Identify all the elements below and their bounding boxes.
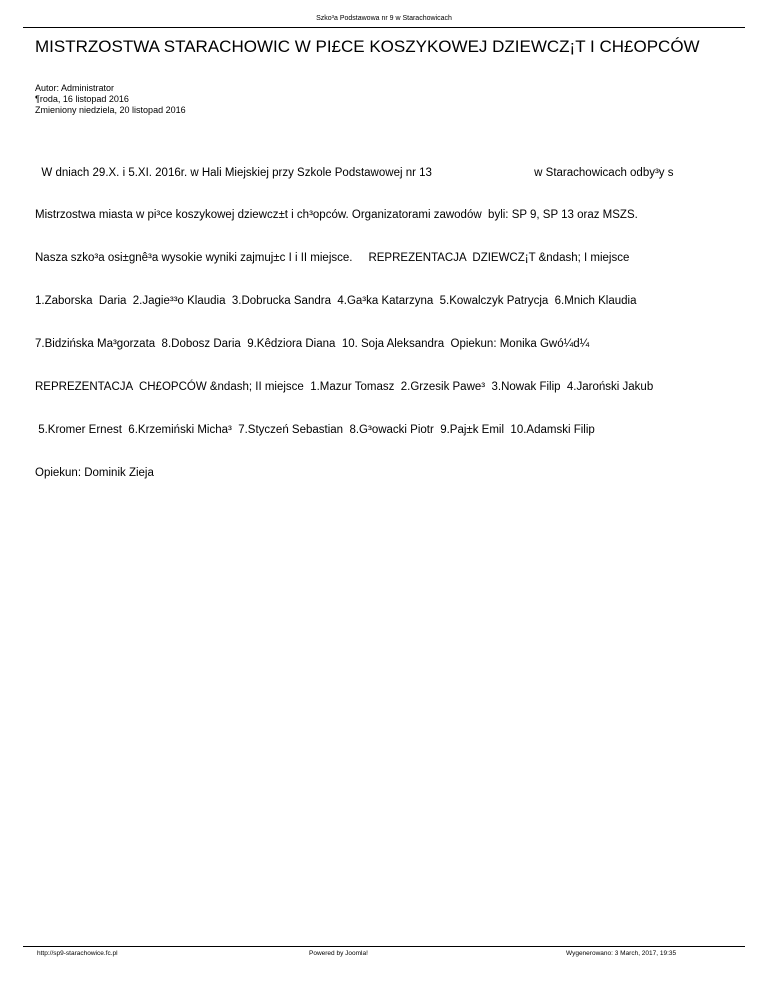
article-line: W dniach 29.X. i 5.XI. 2016r. w Hali Miejskiej przy Szkole Podstawowej nr 13 w Starachowicach odby³y s (35, 166, 674, 179)
footer-divider (23, 946, 745, 947)
article-line: 5.Kromer Ernest 6.Krzemiński Micha³ 7.Styczeń Sebastian 8.G³owacki Piotr 9.Paj±k Emil 10.Adamski Filip (35, 423, 595, 436)
powered-by-text: Powered by Joomla! (309, 950, 368, 957)
article-line: Nasza szko³a osi±gnê³a wysokie wyniki zajmuj±c I i II miejsce. REPREZENTACJA DZIEWCZ¡T &ndash; I miejsce (35, 252, 630, 265)
site-url-link[interactable]: http://sp9-starachowice.fc.pl (37, 950, 118, 957)
article-meta (35, 83, 186, 116)
article-line: Mistrzostwa miasta w pi³ce koszykowej dziewcz±t i ch³opców. Organizatorami zawodów byli: SP 9, SP 13 oraz MSZS. (35, 209, 638, 222)
header-divider (23, 27, 745, 28)
author-line: Autor: Administrator (35, 83, 115, 93)
created-date: ¶roda, 16 listopad 2016 (35, 94, 129, 104)
article-title: MISTRZOSTWA STARACHOWIC W PI£CE KOSZYKOWEJ DZIEWCZ¡T I CH£OPCÓW (35, 37, 700, 56)
article-line: 7.Bidzińska Ma³gorzata 8.Dobosz Daria 9.Kêdziora Diana 10. Soja Aleksandra Opiekun: Monika Gwó¼d¼ (35, 338, 590, 351)
article-line: 1.Zaborska Daria 2.Jagie³³o Klaudia 3.Dobrucka Sandra 4.Ga³ka Katarzyna 5.Kowalczyk Patrycja 6.Mnich Klaudia (35, 295, 637, 308)
article-line: Opiekun: Dominik Zieja (35, 466, 154, 479)
site-name-header: Szko³a Podstawowa nr 9 w Starachowicach (316, 15, 452, 22)
generated-timestamp: Wygenerowano: 3 March, 2017, 19:35 (566, 950, 677, 957)
article-line: REPREZENTACJA CH£OPCÓW &ndash; II miejsce 1.Mazur Tomasz 2.Grzesik Pawe³ 3.Nowak Filip 4.Jaroński Jakub (35, 381, 654, 394)
modified-date: Zmieniony niedziela, 20 listopad 2016 (35, 105, 186, 115)
article-body (35, 137, 768, 494)
